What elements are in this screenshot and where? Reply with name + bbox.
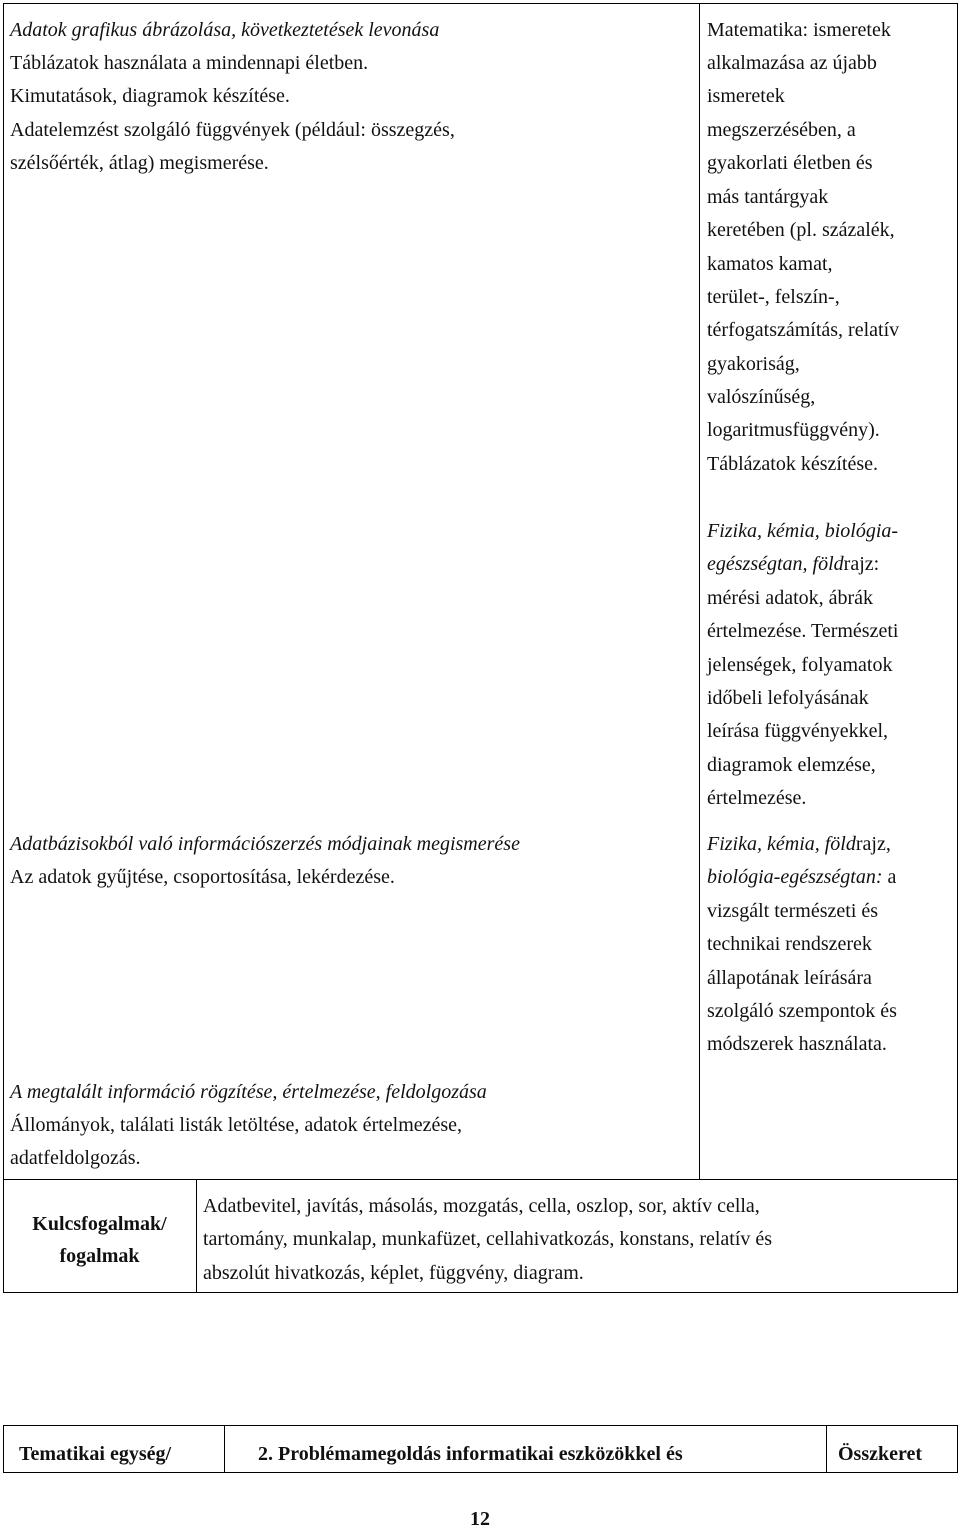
italic-part: Fizika, kémia, föld: [707, 833, 856, 855]
math-line: kamatos kamat,: [707, 253, 833, 275]
section-heading-databases: Adatbázisokból való információszerzés módjainak megismerése: [10, 833, 520, 855]
body-line: Állományok, találati listák letöltése, adatok értelmezése,: [10, 1114, 463, 1136]
math-line: terület-, felszín-,: [707, 286, 840, 308]
math-line: gyakorlati életben és: [707, 152, 873, 174]
thematic-unit-label: Tematikai egység/: [19, 1443, 172, 1465]
regular-part: rajz,: [855, 833, 891, 855]
key-concepts-label: fogalmak: [59, 1245, 140, 1267]
science-subjects-line: [707, 861, 896, 894]
science-line: diagramok elemzése,: [707, 754, 876, 776]
math-line: Táblázatok készítése.: [707, 453, 879, 475]
science-subjects-line: [707, 828, 891, 861]
science-subjects-line: [707, 548, 879, 581]
regular-part: rajz:: [843, 553, 880, 575]
math-line: keretében (pl. százalék,: [707, 219, 895, 241]
bottom-table-divider: [826, 1425, 827, 1473]
body-line: Táblázatok használata a mindennapi életben.: [10, 52, 369, 74]
bottom-table-top-border: [3, 1425, 958, 1426]
science-line: jelenségek, folyamatok: [707, 654, 893, 676]
thematic-unit-title: 2. Problémamegoldás informatikai eszközökkel és: [258, 1443, 683, 1465]
total-hours-label: Összkeret: [838, 1443, 923, 1465]
math-line: más tantárgyak: [707, 186, 829, 208]
math-line: alkalmazása az újabb: [707, 52, 877, 74]
section-heading-graphs: Adatok grafikus ábrázolása, következtetések levonása: [10, 19, 440, 41]
science-line: állapotának leírására: [707, 967, 872, 989]
bottom-table-left-border: [3, 1425, 4, 1473]
science-line: vizsgált természeti és: [707, 900, 879, 922]
science-line: leírása függvényekkel,: [707, 720, 889, 742]
bottom-table-divider: [224, 1425, 225, 1473]
key-concepts-line: tartomány, munkalap, munkafüzet, cellahivatkozás, konstans, relatív és: [203, 1228, 773, 1250]
key-concepts-line: abszolút hivatkozás, képlet, függvény, diagram.: [203, 1262, 584, 1284]
italic-part: biológia-egészségtan:: [707, 866, 883, 888]
math-line: logaritmusfüggvény).: [707, 419, 880, 441]
key-concepts-line: Adatbevitel, javítás, másolás, mozgatás, cella, oszlop, sor, aktív cella,: [203, 1195, 760, 1217]
table-bottom-border: [3, 1292, 958, 1293]
page-number: 12: [470, 1508, 490, 1530]
table-left-border: [3, 3, 4, 1293]
body-line: Adatelemzést szolgáló függvények (például: összegzés,: [10, 119, 455, 141]
body-line: Kimutatások, diagramok készítése.: [10, 85, 290, 107]
math-line: Matematika: ismeretek: [707, 19, 891, 41]
key-concepts-divider: [196, 1179, 197, 1293]
body-line: szélsőérték, átlag) megismerése.: [10, 152, 269, 174]
bottom-table-right-border: [957, 1425, 958, 1473]
math-line: ismeretek: [707, 85, 785, 107]
math-line: valószínűség,: [707, 386, 816, 408]
math-line: térfogatszámítás, relatív: [707, 319, 900, 341]
math-line: megszerzésében, a: [707, 119, 856, 141]
regular-part: a: [882, 866, 897, 888]
key-concepts-label: Kulcsfogalmak/: [32, 1213, 167, 1235]
bottom-table-bottom-border: [3, 1472, 958, 1473]
science-line: mérési adatok, ábrák: [707, 587, 874, 609]
section-heading-information: A megtalált információ rögzítése, értelmezése, feldolgozása: [10, 1081, 487, 1103]
body-line: Az adatok gyűjtése, csoportosítása, lekérdezése.: [10, 866, 395, 888]
science-line: technikai rendszerek: [707, 933, 872, 955]
science-subjects-line: Fizika, kémia, biológia-: [707, 520, 899, 542]
math-line: gyakoriság,: [707, 353, 800, 375]
science-line: szolgáló szempontok és: [707, 1000, 897, 1022]
science-line: értelmezése.: [707, 787, 807, 809]
science-line: időbeli lefolyásának: [707, 687, 869, 709]
key-concepts-top-border: [3, 1179, 958, 1180]
science-line: értelmezése. Természeti: [707, 620, 899, 642]
science-line: módszerek használata.: [707, 1033, 887, 1055]
table-top-border: [3, 3, 958, 4]
body-line: adatfeldolgozás.: [10, 1147, 141, 1169]
table-right-border: [957, 3, 958, 1293]
column-divider: [699, 3, 700, 1180]
italic-part: egészségtan, föld: [707, 553, 844, 575]
